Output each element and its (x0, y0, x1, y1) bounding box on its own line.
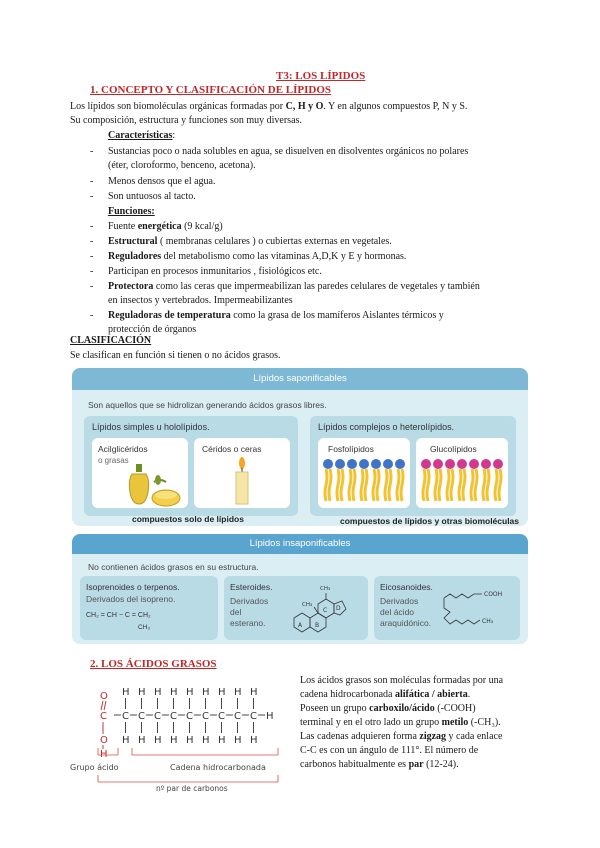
bullet: - (90, 310, 94, 321)
carbon-atom: C (138, 711, 145, 722)
function-item-3: Reguladores del metabolismo como las vitaminas A,D,K y E y hormonas. (108, 251, 407, 262)
char-item-3: Son untuosos al tacto. (108, 191, 196, 202)
ch3-label: CH₃ (482, 618, 494, 625)
classification-heading: CLASIFICACIÓN (70, 335, 152, 346)
carbon-atom: C (218, 711, 225, 722)
lipid-head (421, 459, 431, 469)
hydrogen-atom: H (218, 687, 226, 698)
char-item-2: Menos densos que el agua. (108, 176, 216, 187)
function-item-8: protección de órganos (108, 324, 197, 335)
complex-lipids-caption: compuestos de lípidos y otras biomoléculas (340, 516, 520, 526)
steroids-desc-2: del (230, 607, 242, 617)
lipid-tail (459, 469, 461, 501)
cooh-label: COOH (484, 591, 503, 598)
lipid-tail (483, 469, 485, 501)
lipid-tail (451, 469, 453, 501)
isoprene-formula: CH₂ = CH − C = CH₂ (86, 612, 151, 619)
carbon-count-label: nº par de carbonos (156, 784, 228, 793)
carbon-atom: C (250, 711, 257, 722)
bond (101, 701, 103, 710)
lipid-tail (499, 469, 501, 501)
eicosanoids-box (374, 576, 520, 640)
lipid-tail (427, 469, 429, 501)
complex-lipids-box (310, 416, 516, 516)
lipid-tail (495, 469, 497, 501)
characteristics-heading: Características: (108, 130, 176, 141)
lipid-tail (447, 469, 449, 501)
isoprene-methyl: CH₃ (138, 624, 151, 631)
char-item-1-cont: (éter, cloroformo, benceno, acetona). (108, 160, 256, 171)
saponifiable-panel (72, 368, 528, 526)
ring-d-label: D (336, 605, 341, 612)
acylglycerides-sub: o grasas (98, 456, 129, 465)
methyl-label-1: CH₃ (320, 586, 331, 592)
oxygen-atom: O (100, 735, 108, 746)
ring-a-label: A (298, 622, 303, 629)
lipid-tail (377, 469, 379, 501)
bullet: - (90, 251, 94, 262)
eicosanoids-desc-2: del ácido (380, 607, 415, 617)
lipid-head (481, 459, 491, 469)
steroids-title: Esteroides. (230, 582, 273, 592)
fa-text-6: C-C es con un ángulo de 111°. El número de (300, 745, 479, 756)
lipid-tail (329, 469, 331, 501)
lipid-head (469, 459, 479, 469)
classification-text: Se clasifican en función si tienen o no ácidos grasos. (70, 350, 281, 361)
lipid-tail (463, 469, 465, 501)
lipid-head (433, 459, 443, 469)
fa-text-2: cadena hidrocarbonada alifática / abierta. (300, 689, 471, 700)
bullet: - (90, 266, 94, 277)
ring-c-label: C (323, 607, 328, 614)
isoprenoids-title: Isoprenoides o terpenos. (86, 582, 180, 592)
bond (104, 701, 106, 710)
lipid-tail (341, 469, 343, 501)
simple-lipids-box (84, 416, 298, 516)
lipid-tail (389, 469, 391, 501)
carbon-atom: C (234, 711, 241, 722)
fa-text-1: Los ácidos grasos son moléculas formadas por una (300, 675, 504, 686)
saponifiable-title: Lípidos saponificables (72, 368, 528, 390)
lipid-head (445, 459, 455, 469)
bullet: - (90, 221, 94, 232)
section-1-heading: 1. CONCEPTO Y CLASIFICACIÓN DE LÍPIDOS (90, 84, 332, 96)
eicosanoids-desc-3: araquidónico. (380, 618, 432, 628)
acylglycerides-card (92, 438, 188, 508)
eicosanoids-title: Eicosanoides. (380, 582, 433, 592)
hydrogen-atom: H (266, 711, 274, 722)
bullet: - (90, 236, 94, 247)
fa-text-7: carbonos habitualmente es par (12-24). (300, 759, 459, 770)
carbon-atom: C (154, 711, 161, 722)
steroids-box (224, 576, 368, 640)
oil-bottle-icon (124, 462, 184, 508)
glycolipid-layer-icon (420, 458, 506, 506)
hydrogen-atom: H (122, 687, 130, 698)
isoprenoids-box (80, 576, 218, 640)
function-item-7: Reguladoras de temperatura como la grasa de los mamíferos Aislantes térmicos y (108, 310, 444, 321)
fa-text-4: terminal y en el otro lado un grupo metilo (-CH₃). (300, 717, 501, 728)
functions-heading: Funciones: (108, 206, 155, 217)
lipid-tail (475, 469, 477, 501)
lipid-tail (337, 469, 339, 501)
hydrogen-atom: H (234, 735, 242, 746)
intro-line-1: Los lípidos son biomoléculas orgánicas formadas por C, H y O. Y en algunos compuestos P, N y S. (70, 101, 468, 112)
lipid-head (347, 459, 357, 469)
candle-icon (230, 456, 254, 506)
glycolipids-label: Glucolípidos (430, 444, 477, 454)
phospholipids-label: Fosfolípidos (328, 444, 374, 454)
hydrogen-atom: H (170, 735, 178, 746)
methyl-label-2: CH₃ (302, 602, 313, 608)
section-2-heading: 2. LOS ÁCIDOS GRASOS (90, 658, 217, 670)
hydrogen-atom: H (234, 687, 242, 698)
insaponifiable-title: Lípidos insaponificables (72, 534, 528, 554)
lipid-tail (361, 469, 363, 501)
lipid-head (323, 459, 333, 469)
carbon-atom: C (202, 711, 209, 722)
lipid-head (457, 459, 467, 469)
hydrogen-atom: H (100, 749, 108, 760)
function-item-5: Protectora como las ceras que impermeabilizan las paredes celulares de vegetales y también (108, 281, 480, 292)
carbon-atom: C (100, 711, 107, 722)
cerides-card (194, 438, 290, 508)
lipid-head (359, 459, 369, 469)
hydrogen-atom: H (170, 687, 178, 698)
hydrogen-atom: H (250, 687, 258, 698)
fatty-acid-diagram (70, 675, 300, 795)
lipid-tail (471, 469, 473, 501)
bullet: - (90, 191, 94, 202)
lipid-tail (487, 469, 489, 501)
lipid-tail (435, 469, 437, 501)
lipid-head (395, 459, 405, 469)
lipid-head (335, 459, 345, 469)
hydrogen-atom: H (154, 687, 162, 698)
glycolipids-card (416, 438, 508, 508)
lipid-tail (353, 469, 355, 501)
lipid-head (383, 459, 393, 469)
page-title: T3: LOS LÍPIDOS (276, 70, 366, 82)
oxygen-atom: O (100, 691, 108, 702)
hydrogen-atom: H (218, 735, 226, 746)
sterane-structure-icon (284, 580, 364, 638)
ring-b-label: B (315, 622, 320, 629)
hydrogen-atom: H (186, 735, 194, 746)
intro-line-2: Su composición, estructura y funciones son muy diversas. (70, 115, 302, 126)
steroids-desc-1: Derivados (230, 596, 269, 606)
lipid-tail (423, 469, 425, 501)
lipid-head (493, 459, 503, 469)
chain-label: Cadena hidrocarbonada (170, 763, 266, 772)
bullet: - (90, 146, 94, 157)
isoprenoids-desc: Derivados del isopreno. (86, 594, 176, 604)
fa-text-3: Poseen un grupo carboxilo/ácido (-COOH) (300, 703, 476, 714)
hydrogen-atom: H (250, 735, 258, 746)
hydrogen-atom: H (122, 735, 130, 746)
hydrogen-atom: H (202, 687, 210, 698)
hydrogen-atom: H (186, 687, 194, 698)
phospholipids-card (318, 438, 410, 508)
lipid-tail (385, 469, 387, 501)
insaponifiable-panel (72, 534, 528, 644)
char-item-1: Sustancias poco o nada solubles en agua, se disuelven en disolventes orgánicos no polares (108, 146, 469, 157)
lipid-tail (397, 469, 399, 501)
lipid-tail (439, 469, 441, 501)
hydrogen-atom: H (138, 687, 146, 698)
phospholipid-layer-icon (322, 458, 408, 506)
insaponifiable-desc: No contienen ácidos grasos en su estructura. (88, 562, 259, 572)
acid-group-label: Grupo ácido (70, 763, 119, 772)
eicosanoids-desc-1: Derivados (380, 596, 419, 606)
steroids-desc-3: esterano. (230, 618, 266, 628)
function-item-4: Participan en procesos inmunitarios , fisiológicos etc. (108, 266, 322, 277)
fa-text-5: Las cadenas adquieren forma zigzag y cada enlace (300, 731, 503, 742)
function-item-1: Fuente energética (9 kcal/g) (108, 221, 223, 232)
carbon-atom: C (122, 711, 129, 722)
saponifiable-desc: Son aquellos que se hidrolizan generando ácidos grasos libres. (88, 400, 327, 410)
carbon-atom: C (170, 711, 177, 722)
carbon-atom: C (186, 711, 193, 722)
hydrogen-atom: H (138, 735, 146, 746)
lipid-tail (349, 469, 351, 501)
complex-lipids-title: Lípidos complejos o heterolípidos. (318, 422, 455, 432)
bullet: - (90, 281, 94, 292)
lipid-tail (401, 469, 403, 501)
simple-lipids-caption: compuestos solo de lípidos (132, 514, 244, 524)
lipid-tail (373, 469, 375, 501)
hydrogen-atom: H (154, 735, 162, 746)
lipid-head (371, 459, 381, 469)
function-item-6: en insectos y vertebrados. Impermeabilizantes (108, 295, 293, 306)
function-item-2: Estructural ( membranas celulares ) o cubiertas externas en vegetales. (108, 236, 392, 247)
cerides-label: Céridos o ceras (202, 444, 262, 454)
simple-lipids-title: Lípidos simples u hololípidos. (92, 422, 210, 432)
lipid-tail (365, 469, 367, 501)
lipid-tail (325, 469, 327, 501)
acylglycerides-label: Acilglicéridos (98, 444, 148, 454)
arachidonic-acid-icon (438, 580, 518, 638)
hydrogen-atom: H (202, 735, 210, 746)
bullet: - (90, 176, 94, 187)
